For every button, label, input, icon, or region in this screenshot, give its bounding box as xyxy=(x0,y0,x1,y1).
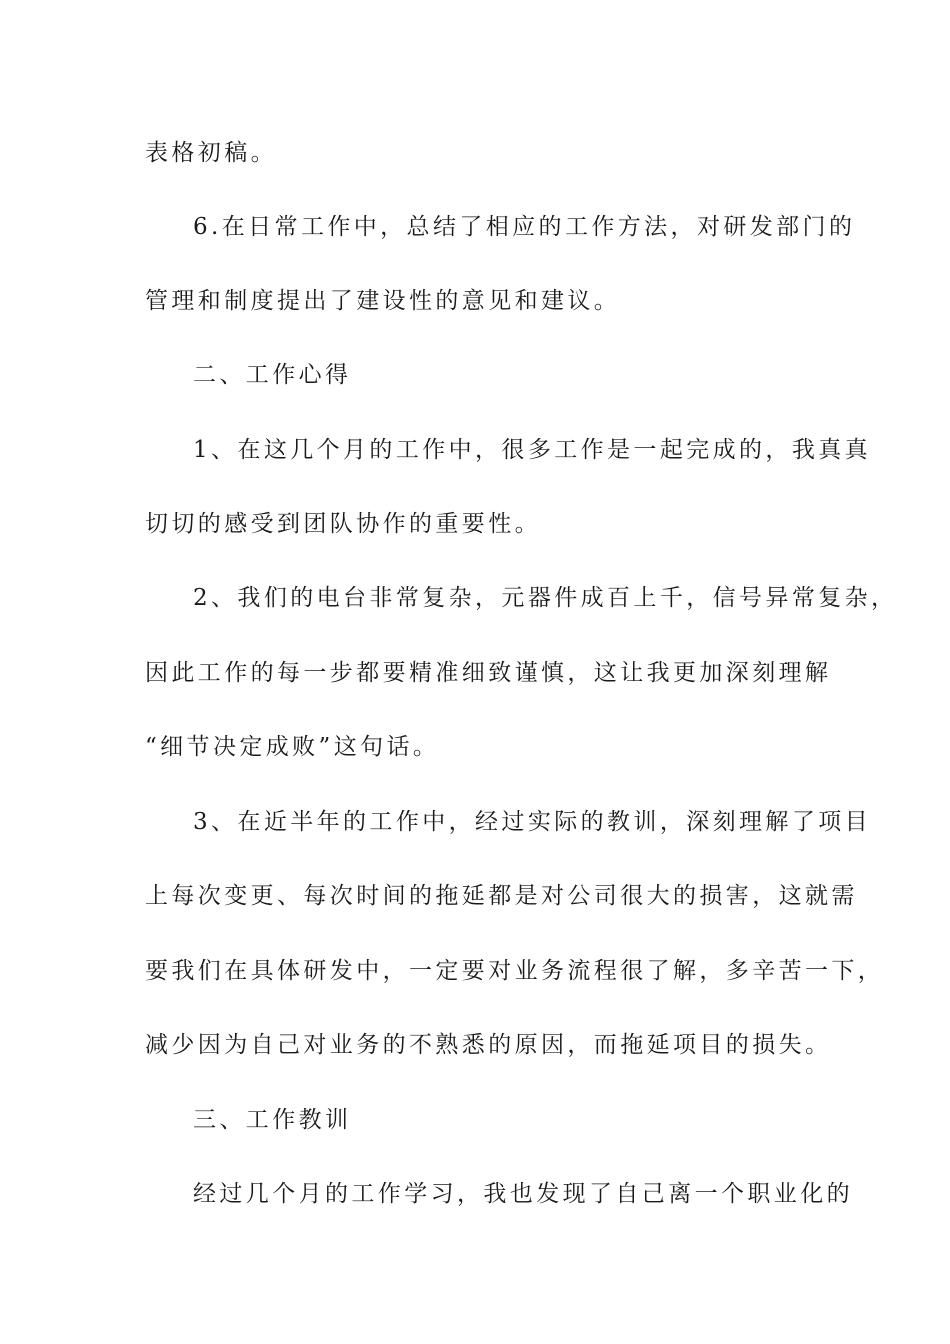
paragraph-line: 表格初稿。 xyxy=(145,140,277,166)
paragraph-line: 3、在近半年的工作中，经过实际的教训，深刻理解了项目 xyxy=(193,809,872,835)
paragraph-line: 减少因为自己对业务的不熟悉的原因，而拖延项目的损失。 xyxy=(145,1032,832,1058)
paragraph-line: 管理和制度提出了建设性的意见和建议。 xyxy=(145,288,621,314)
paragraph-line: 因此工作的每一步都要精准细致谨慎，这让我更加深刻理解 xyxy=(145,660,832,686)
section-heading: 二、工作心得 xyxy=(193,362,352,388)
paragraph-line: 上每次变更、每次时间的拖延都是对公司很大的损害，这就需 xyxy=(145,883,858,909)
paragraph-line: “细节决定成败”这句话。 xyxy=(145,734,440,760)
paragraph-line: 经过几个月的工作学习，我也发现了自己离一个职业化的 xyxy=(193,1181,853,1207)
paragraph-line: 要我们在具体研发中，一定要对业务流程很了解，多辛苦一下， xyxy=(145,958,885,984)
paragraph-line: 2、我们的电台非常复杂，元器件成百上千，信号异常复杂， xyxy=(193,585,898,611)
section-heading: 三、工作教训 xyxy=(193,1107,352,1133)
paragraph-line: 切切的感受到团队协作的重要性。 xyxy=(145,511,541,537)
paragraph-line: 1、在这几个月的工作中，很多工作是一起完成的，我真真 xyxy=(193,437,872,463)
paragraph-line: 6.在日常工作中，总结了相应的工作方法，对研发部门的 xyxy=(193,214,856,240)
